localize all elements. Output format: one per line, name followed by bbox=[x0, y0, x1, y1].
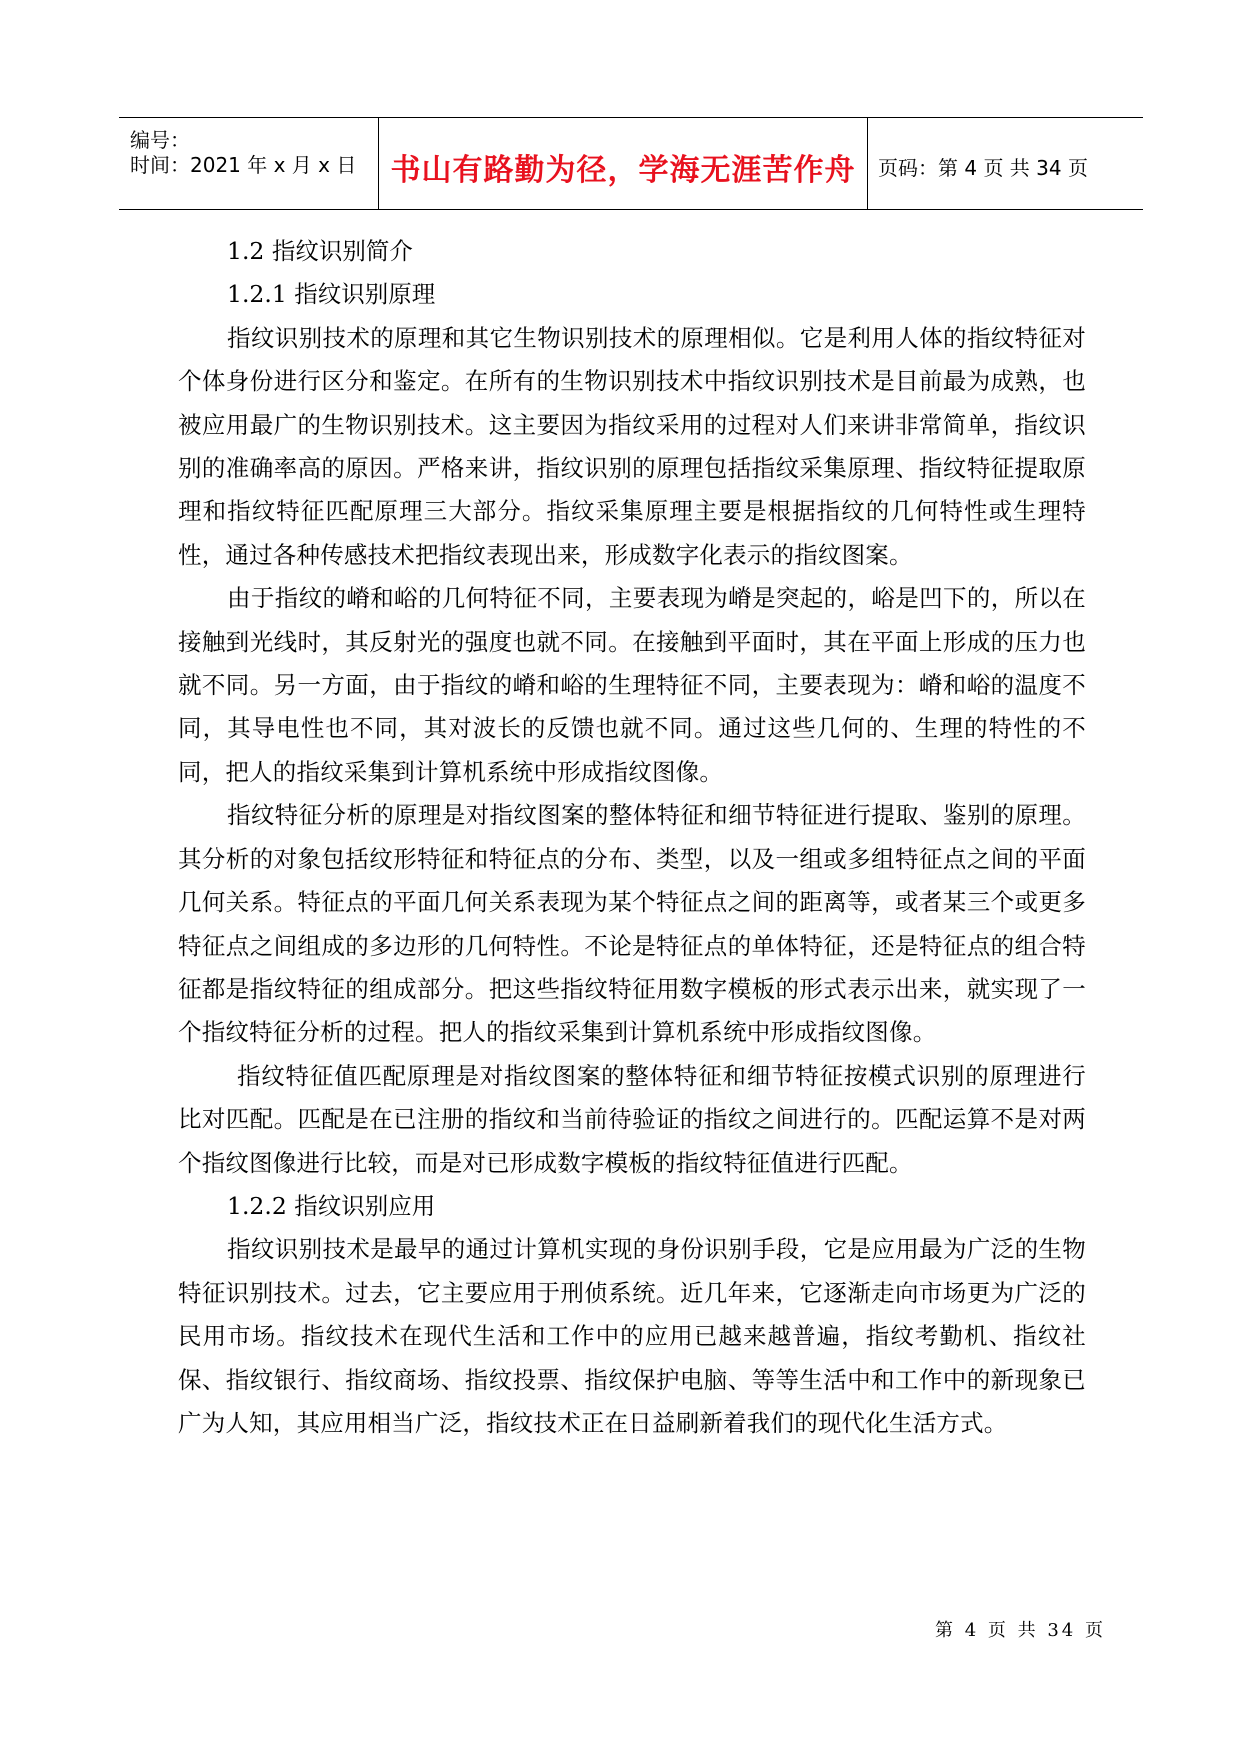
paragraph-feature-analysis: 指纹特征分析的原理是对指纹图案的整体特征和细节特征进行提取、鉴别的原理。其分析的对象包括纹形特征和特征点的分布、类型，以及一组或多组特征点之间的平面几何关系。特征点的平面几何关系表现为某个特征点之间的距离等，或者某三个或更多特征点之间组成的多边形的几何特性。不论是特征点的单体特征，还是特征点的组合特征都是指纹特征的组成部分。把这些指纹特征用数字模板的形式表示出来，就实现了一个指纹特征分析的过程。把人的指纹采集到计算机系统中形成指纹图像。 bbox=[178, 801, 1086, 1047]
section-heading-1-2-2: 1.2.2 指纹识别应用 bbox=[227, 1191, 436, 1220]
header-meta-cell bbox=[119, 118, 379, 209]
section-heading-1-2-1: 1.2.1 指纹识别原理 bbox=[227, 280, 436, 309]
header-page-cell bbox=[868, 118, 1143, 209]
page-footer: 第 4 页 共 34 页 bbox=[935, 1620, 1106, 1641]
header-motto-cell bbox=[379, 118, 868, 209]
header-page-number: 页码：第 4 页 共 34 页 bbox=[878, 156, 1088, 180]
document-time-label: 时间：2021 年 x 月 x 日 bbox=[130, 153, 357, 177]
document-body bbox=[178, 230, 1086, 1445]
page-header bbox=[119, 117, 1143, 210]
document-number-label: 编号： bbox=[130, 128, 190, 152]
paragraph-ridges: 由于指纹的嵴和峪的几何特征不同，主要表现为嵴是突起的，峪是凹下的，所以在接触到光线时，其反射光的强度也就不同。在接触到平面时，其在平面上形成的压力也就不同。另一方面，由于指纹的嵴和峪的生理特征不同，主要表现为：嵴和峪的温度不同，其导电性也不同，其对波长的反馈也就不同。通过这些几何的、生理的特性的不同，把人的指纹采集到计算机系统中形成指纹图像。 bbox=[178, 584, 1086, 786]
paragraph-feature-matching: 指纹特征值匹配原理是对指纹图案的整体特征和细节特征按模式识别的原理进行比对匹配。匹配是在已注册的指纹和当前待验证的指纹之间进行的。匹配运算不是对两个指纹图像进行比较，而是对已形成数字模板的指纹特征值进行匹配。 bbox=[178, 1061, 1086, 1177]
header-motto: 书山有路勤为径，学海无涯苦作舟 bbox=[390, 153, 856, 188]
paragraph-principle: 指纹识别技术的原理和其它生物识别技术的原理相似。它是利用人体的指纹特征对个体身份进行区分和鉴定。在所有的生物识别技术中指纹识别技术是目前最为成熟，也被应用最广的生物识别技术。这主要因为指纹采用的过程对人们来讲非常简单，指纹识别的准确率高的原因。严格来讲，指纹识别的原理包括指纹采集原理、指纹特征提取原理和指纹特征匹配原理三大部分。指纹采集原理主要是根据指纹的几何特性或生理特性，通过各种传感技术把指纹表现出来，形成数字化表示的指纹图案。 bbox=[178, 323, 1086, 569]
paragraph-applications: 指纹识别技术是最早的通过计算机实现的身份识别手段，它是应用最为广泛的生物特征识别技术。过去，它主要应用于刑侦系统。近几年来，它逐渐走向市场更为广泛的民用市场。指纹技术在现代生活和工作中的应用已越来越普遍，指纹考勤机、指纹社保、指纹银行、指纹商场、指纹投票、指纹保护电脑、等等生活中和工作中的新现象已广为人知，其应用相当广泛，指纹技术正在日益刷新着我们的现代化生活方式。 bbox=[178, 1235, 1086, 1437]
section-heading-1-2: 1.2 指纹识别简介 bbox=[227, 237, 413, 265]
